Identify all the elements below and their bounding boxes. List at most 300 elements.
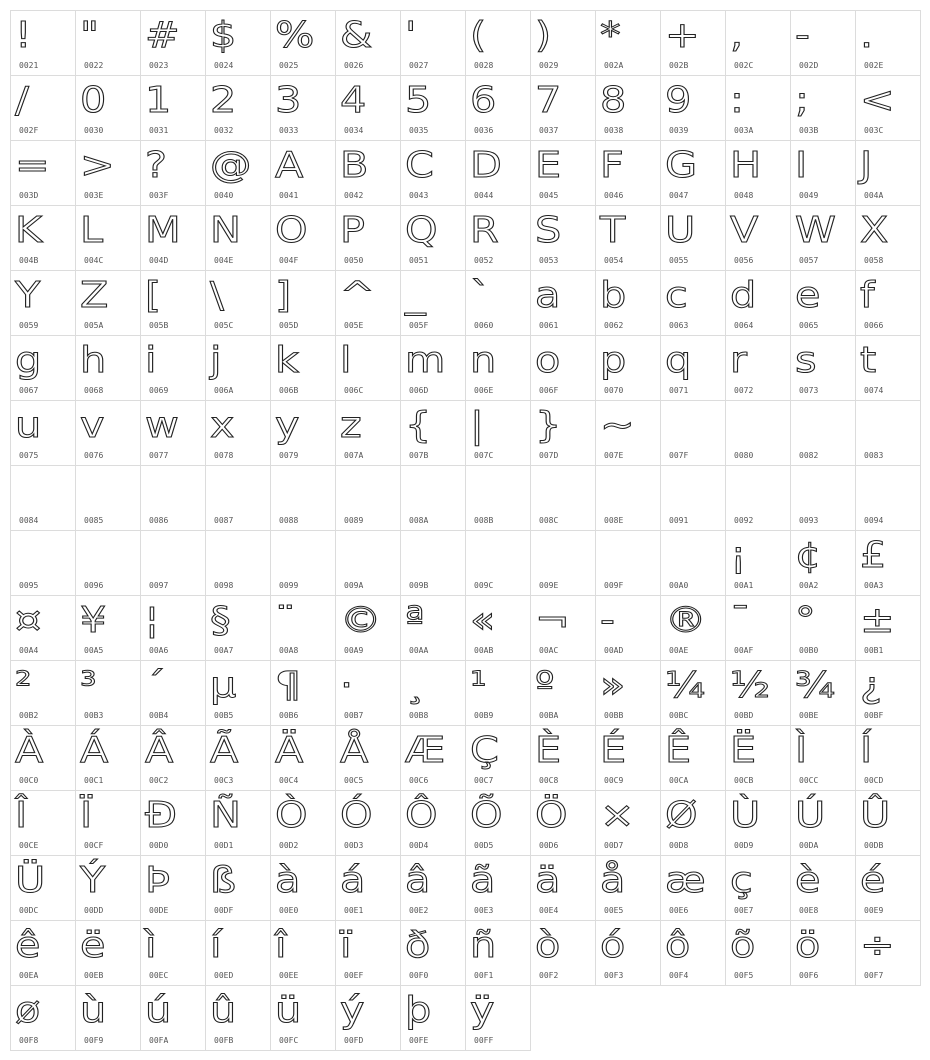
glyph-cell[interactable]	[856, 856, 921, 921]
glyph-cell[interactable]	[661, 856, 726, 921]
glyph-cell[interactable]	[791, 76, 856, 141]
glyph-codepoint-label: 00BC	[669, 711, 689, 720]
glyph-cell[interactable]	[11, 791, 76, 856]
glyph-cell[interactable]	[336, 921, 401, 986]
glyph-cell[interactable]	[466, 596, 531, 661]
glyph-preview: õ	[730, 925, 756, 966]
glyph-cell[interactable]	[661, 661, 726, 726]
glyph-cell[interactable]	[141, 466, 206, 531]
glyph-codepoint-label: 0023	[149, 61, 169, 70]
glyph-preview: æ	[665, 860, 706, 901]
glyph-cell[interactable]	[466, 11, 531, 76]
glyph-cell[interactable]	[726, 856, 791, 921]
glyph-cell[interactable]	[856, 401, 921, 466]
glyph-preview: é	[860, 860, 886, 901]
glyph-cell[interactable]	[791, 466, 856, 531]
glyph-cell[interactable]	[11, 986, 76, 1051]
glyph-codepoint-label: 00F8	[19, 1036, 39, 1045]
glyph-codepoint-label: 00AA	[409, 646, 429, 655]
glyph-cell[interactable]	[726, 141, 791, 206]
glyph-cell[interactable]	[791, 271, 856, 336]
glyph-cell[interactable]	[336, 661, 401, 726]
glyph-cell[interactable]	[466, 531, 531, 596]
glyph-cell[interactable]	[726, 661, 791, 726]
glyph-cell[interactable]	[856, 11, 921, 76]
glyph-codepoint-label: 007E	[604, 451, 624, 460]
glyph-codepoint-label: 006F	[539, 386, 559, 395]
glyph-cell[interactable]	[791, 531, 856, 596]
glyph-preview: I	[795, 145, 808, 186]
glyph-cell[interactable]	[76, 401, 141, 466]
glyph-cell[interactable]	[726, 336, 791, 401]
glyph-cell[interactable]	[401, 271, 466, 336]
glyph-codepoint-label: 009F	[604, 581, 624, 590]
glyph-cell[interactable]	[11, 271, 76, 336]
glyph-codepoint-label: 0027	[409, 61, 429, 70]
glyph-cell[interactable]	[856, 531, 921, 596]
glyph-preview: ;	[795, 80, 809, 121]
glyph-cell[interactable]	[596, 791, 661, 856]
glyph-preview: c	[665, 275, 688, 316]
glyph-cell[interactable]	[336, 531, 401, 596]
glyph-cell[interactable]	[531, 531, 596, 596]
glyph-preview: ù	[80, 990, 107, 1031]
glyph-cell[interactable]	[76, 726, 141, 791]
glyph-cell[interactable]	[141, 206, 206, 271]
glyph-cell[interactable]	[336, 726, 401, 791]
glyph-cell[interactable]	[76, 791, 141, 856]
glyph-cell[interactable]	[11, 726, 76, 791]
glyph-codepoint-label: 0072	[734, 386, 754, 395]
glyph-cell[interactable]	[401, 466, 466, 531]
glyph-codepoint-label: 007F	[669, 451, 689, 460]
glyph-cell[interactable]	[11, 336, 76, 401]
glyph-cell[interactable]	[531, 726, 596, 791]
glyph-cell[interactable]	[336, 11, 401, 76]
glyph-cell[interactable]	[726, 726, 791, 791]
glyph-cell[interactable]	[271, 921, 336, 986]
glyph-cell[interactable]	[661, 791, 726, 856]
glyph-cell[interactable]	[141, 921, 206, 986]
glyph-cell[interactable]	[596, 921, 661, 986]
glyph-cell[interactable]	[531, 206, 596, 271]
glyph-cell[interactable]	[661, 401, 726, 466]
glyph-cell[interactable]	[466, 206, 531, 271]
glyph-preview: ý	[340, 990, 365, 1031]
glyph-cell[interactable]	[466, 401, 531, 466]
glyph-cell[interactable]	[661, 466, 726, 531]
glyph-codepoint-label: 004A	[864, 191, 884, 200]
glyph-cell[interactable]	[791, 856, 856, 921]
glyph-preview: E	[535, 145, 562, 186]
glyph-codepoint-label: 00AB	[474, 646, 494, 655]
glyph-cell[interactable]	[76, 986, 141, 1051]
glyph-cell[interactable]	[661, 141, 726, 206]
glyph-preview: 5	[405, 80, 432, 121]
glyph-cell[interactable]	[531, 336, 596, 401]
glyph-codepoint-label: 0097	[149, 581, 169, 590]
glyph-cell[interactable]	[531, 791, 596, 856]
glyph-cell[interactable]	[791, 141, 856, 206]
glyph-codepoint-label: 00C3	[214, 776, 234, 785]
glyph-cell[interactable]	[76, 466, 141, 531]
glyph-cell[interactable]	[141, 986, 206, 1051]
glyph-cell[interactable]	[141, 141, 206, 206]
glyph-cell[interactable]	[466, 336, 531, 401]
glyph-cell[interactable]	[206, 726, 271, 791]
glyph-cell[interactable]	[206, 271, 271, 336]
glyph-preview: ü	[275, 990, 302, 1031]
glyph-cell[interactable]	[661, 76, 726, 141]
glyph-cell[interactable]	[401, 726, 466, 791]
glyph-preview: Ô	[405, 795, 438, 836]
glyph-cell[interactable]	[11, 856, 76, 921]
glyph-cell[interactable]	[596, 141, 661, 206]
glyph-cell[interactable]	[531, 661, 596, 726]
glyph-cell[interactable]	[206, 11, 271, 76]
glyph-cell[interactable]	[596, 661, 661, 726]
glyph-cell[interactable]	[661, 726, 726, 791]
glyph-cell[interactable]	[401, 791, 466, 856]
glyph-cell[interactable]	[206, 856, 271, 921]
glyph-cell[interactable]	[76, 141, 141, 206]
glyph-cell[interactable]	[531, 271, 596, 336]
glyph-cell[interactable]	[791, 401, 856, 466]
glyph-cell[interactable]	[531, 76, 596, 141]
glyph-preview: Ü	[15, 860, 46, 901]
glyph-cell[interactable]	[206, 921, 271, 986]
glyph-cell[interactable]	[401, 336, 466, 401]
glyph-cell[interactable]	[271, 531, 336, 596]
glyph-cell[interactable]	[401, 206, 466, 271]
glyph-cell[interactable]	[141, 661, 206, 726]
glyph-cell[interactable]	[791, 336, 856, 401]
glyph-cell[interactable]	[401, 921, 466, 986]
glyph-cell[interactable]	[141, 336, 206, 401]
glyph-cell[interactable]	[76, 11, 141, 76]
glyph-cell[interactable]	[336, 596, 401, 661]
glyph-cell[interactable]	[531, 401, 596, 466]
glyph-codepoint-label: 00D6	[539, 841, 559, 850]
glyph-cell[interactable]	[856, 336, 921, 401]
glyph-preview: 8	[600, 80, 627, 121]
glyph-preview: Õ	[470, 795, 503, 836]
glyph-cell[interactable]	[401, 856, 466, 921]
glyph-cell[interactable]	[141, 856, 206, 921]
glyph-cell[interactable]	[856, 596, 921, 661]
glyph-cell[interactable]	[76, 271, 141, 336]
glyph-cell[interactable]	[596, 76, 661, 141]
glyph-cell[interactable]	[76, 661, 141, 726]
glyph-cell[interactable]	[271, 11, 336, 76]
glyph-cell[interactable]	[11, 76, 76, 141]
glyph-cell[interactable]	[76, 531, 141, 596]
glyph-cell[interactable]	[141, 596, 206, 661]
glyph-codepoint-label: 005A	[84, 321, 104, 330]
glyph-preview: Z	[80, 275, 109, 316]
glyph-preview: Q	[405, 210, 438, 251]
glyph-cell[interactable]	[466, 726, 531, 791]
glyph-cell[interactable]	[791, 11, 856, 76]
glyph-cell[interactable]	[791, 206, 856, 271]
glyph-codepoint-label: 006B	[279, 386, 299, 395]
glyph-cell[interactable]	[401, 531, 466, 596]
glyph-codepoint-label: 0065	[799, 321, 819, 330]
glyph-cell[interactable]	[791, 921, 856, 986]
glyph-cell[interactable]	[856, 141, 921, 206]
glyph-cell[interactable]	[401, 661, 466, 726]
glyph-cell[interactable]	[726, 11, 791, 76]
glyph-cell[interactable]	[531, 466, 596, 531]
glyph-codepoint-label: 00BF	[864, 711, 884, 720]
glyph-cell[interactable]	[531, 921, 596, 986]
glyph-cell[interactable]	[11, 141, 76, 206]
glyph-cell[interactable]	[11, 531, 76, 596]
glyph-cell[interactable]	[11, 206, 76, 271]
glyph-cell[interactable]	[401, 11, 466, 76]
glyph-cell[interactable]	[661, 596, 726, 661]
glyph-cell[interactable]	[11, 596, 76, 661]
glyph-codepoint-label: 00C2	[149, 776, 169, 785]
glyph-codepoint-label: 004B	[19, 256, 39, 265]
glyph-preview: T	[600, 210, 626, 251]
glyph-cell[interactable]	[76, 336, 141, 401]
glyph-cell[interactable]	[76, 596, 141, 661]
glyph-cell[interactable]	[336, 76, 401, 141]
glyph-cell[interactable]	[466, 921, 531, 986]
glyph-cell[interactable]	[271, 661, 336, 726]
glyph-cell[interactable]	[466, 661, 531, 726]
glyph-codepoint-label: 0030	[84, 126, 104, 135]
glyph-cell[interactable]	[76, 206, 141, 271]
glyph-codepoint-label: 00F3	[604, 971, 624, 980]
glyph-preview: Ï	[80, 795, 93, 836]
glyph-cell[interactable]	[271, 726, 336, 791]
glyph-cell[interactable]	[791, 726, 856, 791]
glyph-cell[interactable]	[141, 401, 206, 466]
glyph-cell[interactable]	[401, 401, 466, 466]
glyph-preview: "	[80, 15, 100, 56]
glyph-cell[interactable]	[206, 401, 271, 466]
glyph-cell[interactable]	[11, 661, 76, 726]
glyph-cell[interactable]	[531, 11, 596, 76]
glyph-cell[interactable]	[596, 271, 661, 336]
glyph-cell[interactable]	[271, 596, 336, 661]
glyph-cell[interactable]	[596, 466, 661, 531]
glyph-codepoint-label: 00D0	[149, 841, 169, 850]
glyph-cell[interactable]	[206, 986, 271, 1051]
glyph-cell[interactable]	[661, 336, 726, 401]
glyph-cell[interactable]	[11, 401, 76, 466]
glyph-cell[interactable]	[206, 661, 271, 726]
glyph-codepoint-label: 005E	[344, 321, 364, 330]
glyph-cell[interactable]	[271, 76, 336, 141]
glyph-cell[interactable]	[856, 271, 921, 336]
glyph-codepoint-label: 00D4	[409, 841, 429, 850]
glyph-cell[interactable]	[726, 596, 791, 661]
glyph-cell[interactable]	[596, 206, 661, 271]
glyph-cell[interactable]	[141, 726, 206, 791]
glyph-cell[interactable]	[206, 791, 271, 856]
glyph-codepoint-label: 0085	[84, 516, 104, 525]
glyph-cell[interactable]	[791, 596, 856, 661]
glyph-cell[interactable]	[596, 726, 661, 791]
glyph-codepoint-label: 0076	[84, 451, 104, 460]
glyph-codepoint-label: 0098	[214, 581, 234, 590]
glyph-cell[interactable]	[336, 856, 401, 921]
glyph-cell[interactable]	[661, 921, 726, 986]
glyph-cell[interactable]	[531, 141, 596, 206]
glyph-preview: v	[80, 405, 105, 446]
glyph-codepoint-label: 0067	[19, 386, 39, 395]
glyph-cell[interactable]	[466, 271, 531, 336]
glyph-cell[interactable]	[336, 401, 401, 466]
glyph-cell[interactable]	[76, 76, 141, 141]
glyph-cell[interactable]	[726, 466, 791, 531]
glyph-cell[interactable]	[336, 271, 401, 336]
glyph-cell[interactable]	[401, 986, 466, 1051]
glyph-preview: Ø	[665, 795, 698, 836]
glyph-preview: Î	[15, 795, 28, 836]
glyph-cell[interactable]	[661, 206, 726, 271]
glyph-preview: Ê	[665, 730, 692, 771]
glyph-cell[interactable]	[206, 141, 271, 206]
glyph-cell[interactable]	[141, 791, 206, 856]
glyph-cell[interactable]	[76, 856, 141, 921]
glyph-codepoint-label: 007B	[409, 451, 429, 460]
glyph-preview: ð	[405, 925, 431, 966]
glyph-cell[interactable]	[661, 271, 726, 336]
glyph-codepoint-label: 00A5	[84, 646, 104, 655]
glyph-cell[interactable]	[596, 401, 661, 466]
glyph-cell[interactable]	[791, 661, 856, 726]
glyph-cell[interactable]	[271, 466, 336, 531]
glyph-preview: ÿ	[470, 990, 495, 1031]
glyph-cell[interactable]	[726, 531, 791, 596]
glyph-cell[interactable]	[206, 336, 271, 401]
glyph-cell[interactable]	[466, 76, 531, 141]
glyph-cell[interactable]	[206, 596, 271, 661]
glyph-cell[interactable]	[271, 856, 336, 921]
glyph-codepoint-label: 00E0	[279, 906, 299, 915]
glyph-cell[interactable]	[141, 76, 206, 141]
glyph-cell[interactable]	[271, 141, 336, 206]
glyph-cell[interactable]	[726, 206, 791, 271]
glyph-cell[interactable]	[401, 141, 466, 206]
glyph-cell[interactable]	[141, 11, 206, 76]
glyph-codepoint-label: 0047	[669, 191, 689, 200]
glyph-cell[interactable]	[856, 661, 921, 726]
glyph-codepoint-label: 0096	[84, 581, 104, 590]
glyph-cell[interactable]	[531, 596, 596, 661]
glyph-cell[interactable]	[726, 921, 791, 986]
glyph-cell[interactable]	[206, 206, 271, 271]
glyph-cell[interactable]	[596, 336, 661, 401]
glyph-cell[interactable]	[206, 531, 271, 596]
glyph-preview: Ð	[145, 795, 178, 836]
glyph-cell[interactable]	[856, 76, 921, 141]
glyph-cell[interactable]	[336, 336, 401, 401]
glyph-cell[interactable]	[596, 531, 661, 596]
glyph-preview: ¶	[275, 665, 302, 706]
glyph-cell[interactable]	[791, 791, 856, 856]
glyph-codepoint-label: 00E3	[474, 906, 494, 915]
glyph-cell[interactable]	[856, 726, 921, 791]
glyph-cell[interactable]	[726, 791, 791, 856]
glyph-codepoint-label: 003C	[864, 126, 884, 135]
glyph-cell[interactable]	[401, 76, 466, 141]
glyph-cell[interactable]	[466, 141, 531, 206]
glyph-cell[interactable]	[336, 206, 401, 271]
glyph-cell[interactable]	[336, 986, 401, 1051]
glyph-cell[interactable]	[271, 206, 336, 271]
glyph-cell[interactable]	[661, 531, 726, 596]
glyph-cell[interactable]	[466, 986, 531, 1051]
glyph-cell[interactable]	[856, 466, 921, 531]
glyph-cell[interactable]	[726, 271, 791, 336]
glyph-preview: ó	[600, 925, 626, 966]
glyph-cell[interactable]	[726, 401, 791, 466]
glyph-cell[interactable]	[206, 76, 271, 141]
glyph-cell[interactable]	[206, 466, 271, 531]
glyph-cell[interactable]	[76, 921, 141, 986]
glyph-cell[interactable]	[141, 531, 206, 596]
glyph-cell[interactable]	[336, 141, 401, 206]
glyph-cell[interactable]	[466, 856, 531, 921]
glyph-cell[interactable]	[336, 466, 401, 531]
glyph-cell[interactable]	[401, 596, 466, 661]
glyph-cell[interactable]	[466, 791, 531, 856]
glyph-cell[interactable]	[271, 271, 336, 336]
glyph-cell[interactable]	[856, 791, 921, 856]
glyph-preview: h	[80, 340, 107, 381]
glyph-cell[interactable]	[726, 76, 791, 141]
glyph-preview: y	[275, 405, 300, 446]
glyph-codepoint-label: 004D	[149, 256, 169, 265]
glyph-codepoint-label: 00F5	[734, 971, 754, 980]
glyph-cell[interactable]	[11, 921, 76, 986]
glyph-codepoint-label: 00FF	[474, 1036, 494, 1045]
glyph-cell[interactable]	[271, 401, 336, 466]
glyph-cell[interactable]	[336, 791, 401, 856]
glyph-cell[interactable]	[531, 856, 596, 921]
glyph-cell[interactable]	[856, 921, 921, 986]
glyph-codepoint-label: 005B	[149, 321, 169, 330]
glyph-cell[interactable]	[271, 986, 336, 1051]
glyph-preview: [	[145, 275, 162, 316]
glyph-preview: e	[795, 275, 821, 316]
glyph-cell[interactable]	[271, 336, 336, 401]
glyph-cell[interactable]	[856, 206, 921, 271]
glyph-codepoint-label: 0084	[19, 516, 39, 525]
glyph-preview: ñ	[470, 925, 497, 966]
glyph-preview: M	[145, 210, 181, 251]
glyph-preview: k	[275, 340, 299, 381]
glyph-cell[interactable]	[271, 791, 336, 856]
glyph-cell[interactable]	[141, 271, 206, 336]
glyph-cell[interactable]	[596, 596, 661, 661]
glyph-cell[interactable]	[596, 856, 661, 921]
glyph-codepoint-label: 0099	[279, 581, 299, 590]
glyph-codepoint-label: 0070	[604, 386, 624, 395]
glyph-cell[interactable]	[11, 11, 76, 76]
glyph-codepoint-label: 0033	[279, 126, 299, 135]
glyph-cell[interactable]	[661, 11, 726, 76]
glyph-cell[interactable]	[596, 11, 661, 76]
glyph-cell[interactable]	[11, 466, 76, 531]
glyph-cell[interactable]	[466, 466, 531, 531]
glyph-preview: ã	[470, 860, 496, 901]
